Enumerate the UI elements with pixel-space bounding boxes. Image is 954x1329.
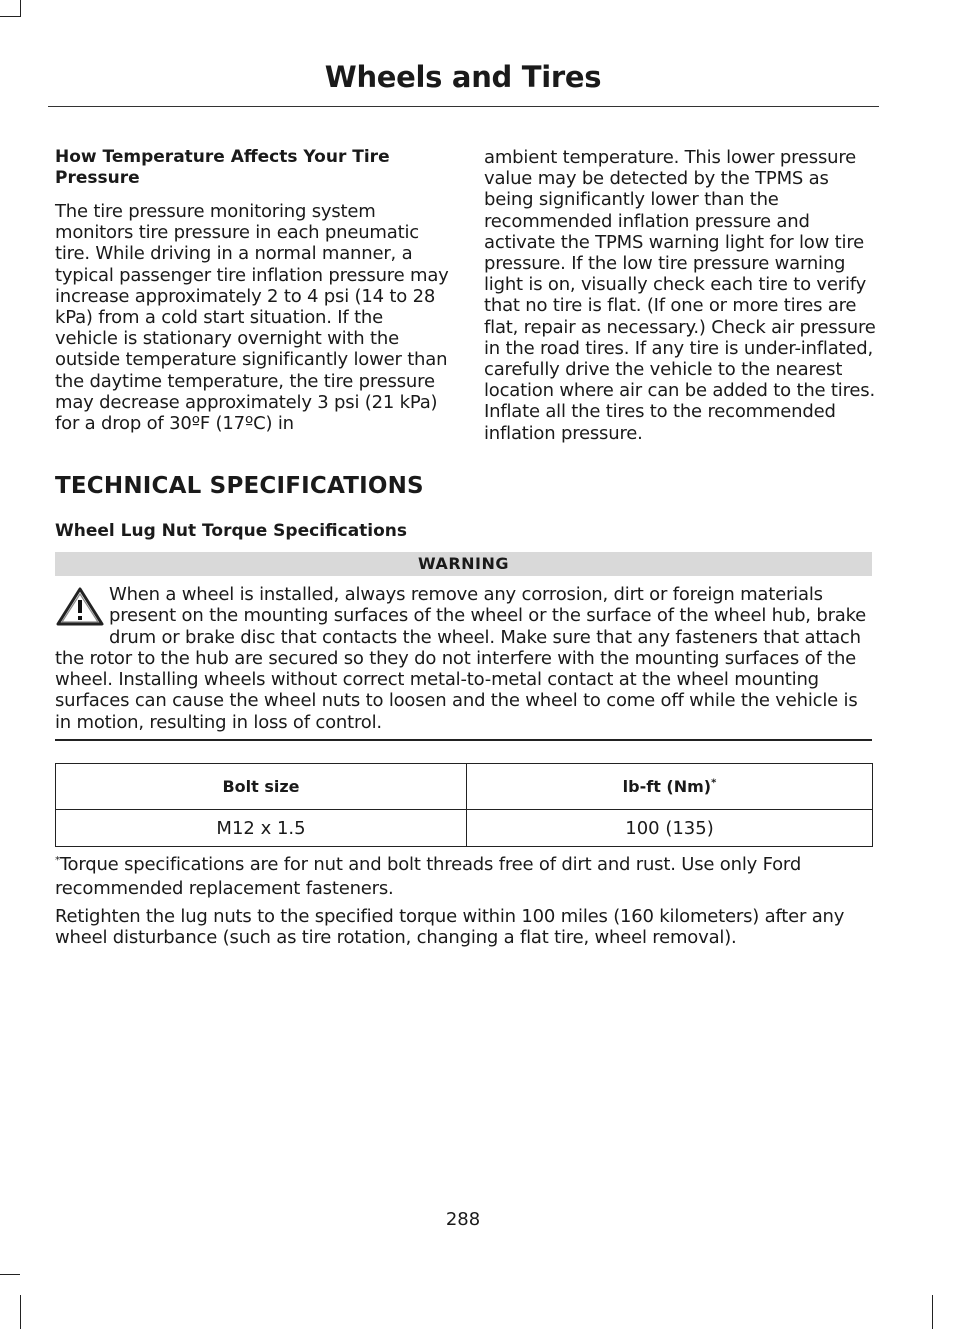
left-column xyxy=(55,147,449,434)
warning-divider xyxy=(55,739,872,741)
temperature-paragraph-left: The tire pressure monitoring system monitors tire pressure in each pneumatic tire. While driving in a normal manner, a typical passenger tire inflation pressure may increase approximately 2 to 4 psi (14 to 28 kPa) from a cold start situation. If the vehicle is stationary overnight with the outside temperature significantly lower than the daytime temperature, the tire pressure may decrease approximately 3 psi (21 kPa) for a drop of 30ºF (17ºC) in xyxy=(55,201,449,435)
table-cell: 100 (135) xyxy=(467,810,873,847)
lug-nut-subheading: Wheel Lug Nut Torque Specifications xyxy=(55,521,408,541)
temperature-heading: How Temperature Affects Your Tire Pressure xyxy=(55,147,390,188)
temperature-paragraph-right: ambient temperature. This lower pressure value may be detected by the TPMS as being significantly lower than the recommended inflation pressure and activate the TPMS warning light for low tire pressure. If the low tire pressure warning light is on, visually check each tire to verify that no tire is flat. (If one or more tires are flat, repair as necessary.) Check air pressure in the road tires. If any tire is under-inflated, carefully drive the vehicle to the nearest location where air can be added to the tires. Inflate all the tires to the recommended inflation pressure. xyxy=(484,147,876,444)
retighten-paragraph: Retighten the lug nuts to the specified torque within 100 miles (160 kilometers) after any wheel disturbance (such as tire rotation, changing a flat tire, wheel removal). xyxy=(55,906,845,949)
page-title: Wheels and Tires xyxy=(324,60,602,94)
crop-mark xyxy=(0,1274,20,1275)
right-column xyxy=(484,147,878,444)
table-header-row xyxy=(56,764,873,810)
table-header: lb-ft (Nm)* xyxy=(467,764,873,810)
crop-mark xyxy=(20,1295,21,1329)
crop-mark xyxy=(0,16,20,17)
warning-banner: WARNING xyxy=(55,552,872,576)
page-number: 288 xyxy=(445,1209,481,1230)
crop-mark xyxy=(20,0,21,17)
footnote-text: Torque specifications are for nut and bolt threads free of dirt and rust. Use only Ford recommended replacement fasteners. xyxy=(55,854,802,899)
section-title: TECHNICAL SPECIFICATIONS xyxy=(55,473,424,499)
footnote xyxy=(55,849,875,901)
table-row xyxy=(56,810,873,847)
footnote-marker: * xyxy=(55,855,60,866)
table-cell: M12 x 1.5 xyxy=(56,810,467,847)
warning-text: When a wheel is installed, always remove any corrosion, dirt or foreign materials present on the mounting surfaces of the wheel or the surface of the wheel hub, brake drum or brake disc that contacts the wheel. Make sure that any fasteners that attach the rotor to the hub are secured so they do not interfere with the mounting surfaces of the wheel. Installing wheels without correct metal-to-metal contact at the wheel mounting surfaces can cause the wheel nuts to loosen and the wheel to come off while the vehicle is in motion, resulting in loss of control. xyxy=(55,584,867,733)
warning-triangle-icon xyxy=(55,586,105,628)
footnote-marker: * xyxy=(711,777,717,789)
table-header: Bolt size xyxy=(56,764,467,810)
title-divider xyxy=(48,106,879,107)
crop-mark xyxy=(932,1295,933,1329)
warning-box xyxy=(55,584,872,733)
torque-table xyxy=(55,763,873,847)
